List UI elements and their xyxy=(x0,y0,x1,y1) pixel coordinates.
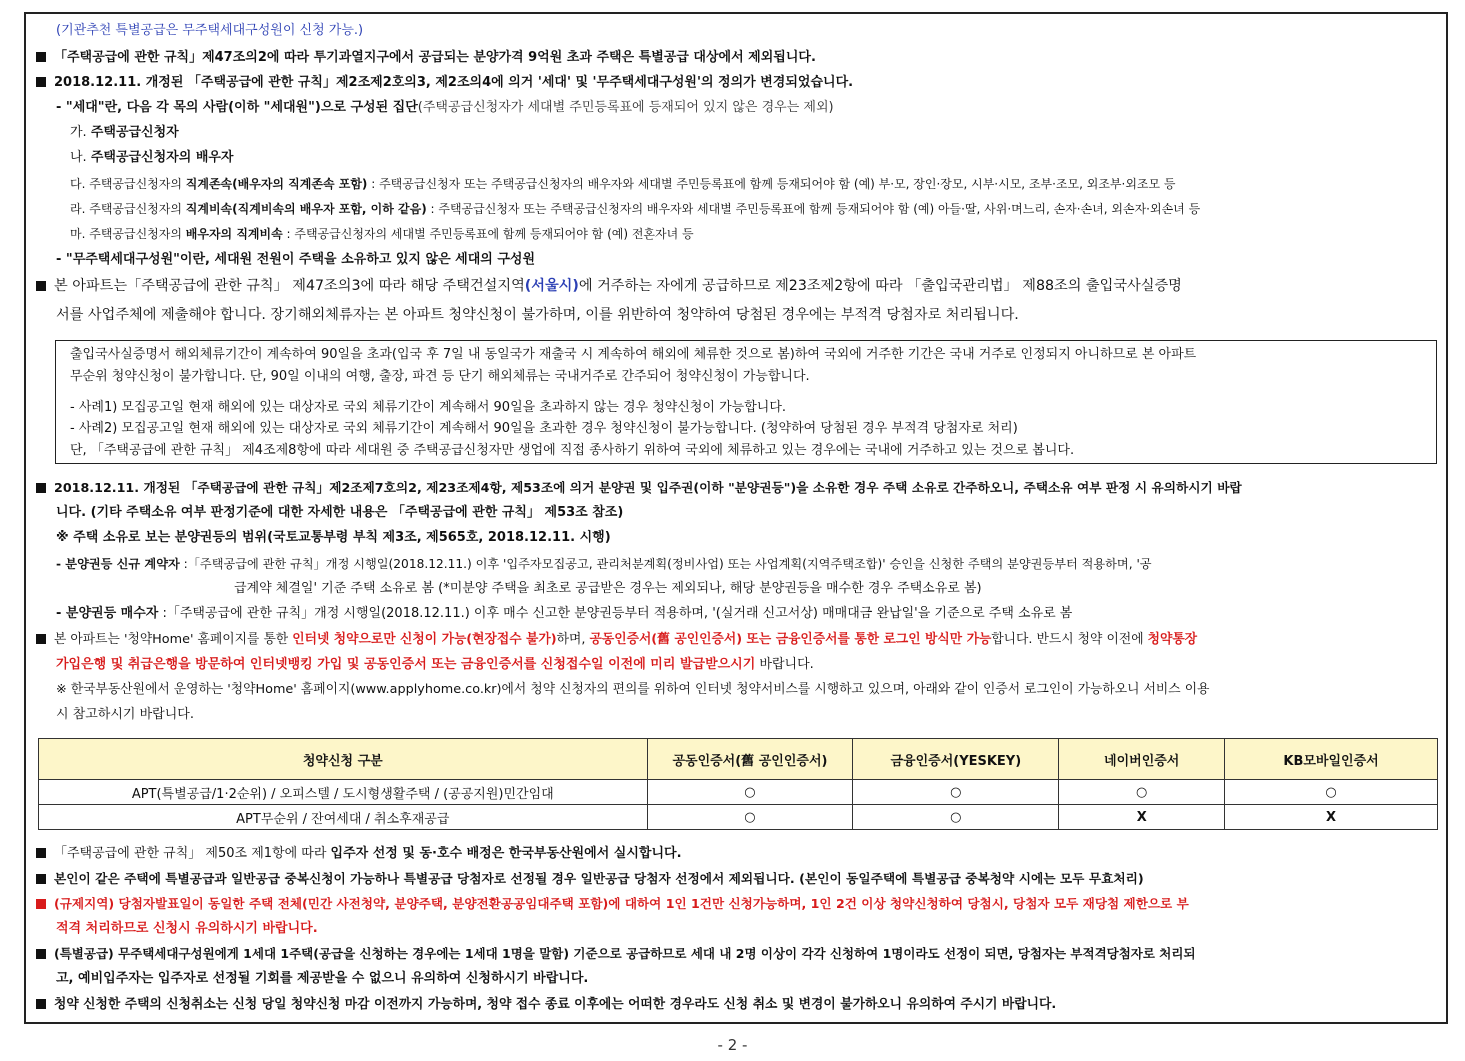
bullet-line: 「주택공급에 관한 규칙」 제50조 제1항에 따라 입주자 선정 및 동·호수 배정은 한국부동산원에서 실시합니다. xyxy=(36,845,682,863)
table-cell: ○ xyxy=(647,780,853,805)
box-line: 단, 「주택공급에 관한 규칙」 제4조제8항에 따라 세대원 중 주택공급신청자만 생업에 직접 종사하기 위하여 국외에 체류하고 있는 경우에는 국내에 거주하고 있는 것으로 봅니다. xyxy=(70,443,1075,458)
bullet-line: 「주택공급에 관한 규칙」제47조의2에 따라 투기과열지구에서 공급되는 분양가격 9억원 초과 주택은 특별공급 대상에서 제외됩니다. xyxy=(36,49,816,67)
list-item: 다. 주택공급신청자의 직계존속(배우자의 직계존속 포함) : 주택공급신청자 또는 주택공급신청자의 배우자와 세대별 주민등록표에 함께 등재되어야 함 (예) 부·모, 장인·장모, 시부·시모, 조부·조모, 외조부·외조모 등 xyxy=(70,177,1176,191)
list-item: 라. 주택공급신청자의 직계비속(직계비속의 배우자 포함, 이하 같음) : 주택공급신청자 또는 주택공급신청자의 배우자와 세대별 주민등록표에 함께 등재되어야 함 (예) 아들·딸, 사위·며느리, 손자·손녀, 외손자·외손녀 등 xyxy=(70,202,1201,216)
bullet-line: (규제지역) 당첨자발표일이 동일한 주택 전체(민간 사전청약, 분양주택, 분양전환공공임대주택 포함)에 대하여 1인 1건만 신청가능하며, 1인 2건 이상 청약신청하여 당첨시, 당첨자 모두 재당첨 제한으로 부 xyxy=(36,895,1189,913)
box-line: 무순위 청약신청이 불가합니다. 단, 90일 이내의 여행, 출장, 파견 등 단기 해외체류는 국내거주로 간주되어 청약신청이 가능합니다. xyxy=(70,369,810,384)
bullet-line: 청약 신청한 주택의 신청취소는 신청 당일 청약신청 마감 이전까지 가능하며, 청약 접수 종료 이후에는 어떠한 경우라도 신청 취소 및 변경이 불가하오니 유의하여 주시기 바랍니다. xyxy=(36,996,1056,1014)
table-header: 공동인증서(舊 공인인증서) xyxy=(647,739,853,780)
note-line: (기관추천 특별공급은 무주택세대구성원이 신청 가능.) xyxy=(56,23,364,38)
definition-line: - 분양권등 매수자 :「주택공급에 관한 규칙」개정 시행일(2018.12.11.) 이후 매수 신고한 분양권등부터 적용하며, '(실거래 신고서상) 매매대금 완납일'을 기준으로 주택 소유로 봄 xyxy=(56,606,1073,621)
certificate-table xyxy=(38,738,1438,830)
definition-line: - "무주택세대구성원"이란, 세대원 전원이 주택을 소유하고 있지 않은 세대의 구성원 xyxy=(56,252,536,267)
text-line: 급계약 체결일' 기준 주택 소유로 봄 (*미분양 주택을 최초로 공급받은 경우는 제외되나, 해당 분양권등을 매수한 경우 주택소유로 봄) xyxy=(234,581,982,596)
bullet-square xyxy=(36,874,46,884)
bullet-line: (특별공급) 무주택세대구성원에게 1세대 1주택(공급을 신청하는 경우에는 1세대 1명을 말함) 기준으로 공급하므로 세대 내 2명 이상이 각각 신청하여 1명이라도 선정이 되면, 당첨자는 부적격당첨자로 처리되 xyxy=(36,945,1196,963)
bullet-line: 2018.12.11. 개정된 「주택공급에 관한 규칙」제2조제2호의3, 제2조의4에 의거 '세대' 및 '무주택세대구성원'의 정의가 변경되었습니다. xyxy=(36,74,853,92)
table-header-row xyxy=(39,739,1438,780)
list-item: 마. 주택공급신청자의 배우자의 직계비속 : 주택공급신청자의 세대별 주민등록표에 함께 등재되어야 함 (예) 전혼자녀 등 xyxy=(70,227,694,241)
bullet-line: 본인이 같은 주택에 특별공급과 일반공급 중복신청이 가능하나 특별공급 당첨자로 선정될 경우 일반공급 당첨자 선정에서 제외됩니다. (본인이 동일주택에 특별공급 중복청약 시에는 모두 무효처리) xyxy=(36,870,1144,888)
bullet-square xyxy=(36,949,46,959)
table-header: 청약신청 구분 xyxy=(39,739,648,780)
table-row xyxy=(39,805,1438,830)
table-cell: ○ xyxy=(647,805,853,830)
page-number: - 2 - xyxy=(717,1036,748,1054)
table-header: 금융인증서(YESKEY) xyxy=(853,739,1059,780)
bullet-square xyxy=(36,52,46,62)
table-cell: ○ xyxy=(1059,780,1225,805)
text-line: 서를 사업주체에 제출해야 합니다. 장기해외체류자는 본 아파트 청약신청이 불가하며, 이를 위반하여 청약하여 당첨된 경우에는 부적격 당첨자로 처리됩니다. xyxy=(56,307,1019,323)
table-cell: X xyxy=(1225,805,1438,830)
table-cell: ○ xyxy=(853,780,1059,805)
box-line: 출입국사실증명서 해외체류기간이 계속하여 90일을 초과(입국 후 7일 내 동일국가 재출국 시 계속하여 해외에 체류한 것으로 봄)하여 국외에 거주한 기간은 국내 거주로 인정되지 아니하므로 본 아파트 xyxy=(70,347,1197,362)
list-item: 가. 주택공급신청자 xyxy=(70,125,179,140)
bullet-line: 2018.12.11. 개정된 「주택공급에 관한 규칙」제2조제7호의2, 제23조제4항, 제53조에 의거 분양권 및 입주권(이하 "분양권등")을 소유한 경우 주택 소유로 간주하오니, 주택소유 여부 판정 시 유의하시기 바랍 xyxy=(36,479,1242,497)
bullet-square xyxy=(36,848,46,858)
text-line: 고, 예비입주자는 입주자로 선정될 기회를 제공받을 수 없으니 유의하여 신청하시기 바랍니다. xyxy=(56,971,589,986)
bullet-square xyxy=(36,634,46,644)
text-line: 적격 처리하므로 신청시 유의하시기 바랍니다. xyxy=(56,921,318,936)
note-line: ※ 한국부동산원에서 운영하는 '청약Home' 홈페이지(www.applyhome.co.kr)에서 청약 신청자의 편의를 위하여 인터넷 청약서비스를 시행하고 있으며, 아래와 같이 인증서 로그인이 가능하오니 서비스 이용 xyxy=(56,682,1210,697)
note-line: ※ 주택 소유로 보는 분양권등의 범위(국토교통부령 부칙 제3조, 제565호, 2018.12.11. 시행) xyxy=(56,530,611,545)
bullet-square xyxy=(36,483,46,493)
text-line: 가입은행 및 취급은행을 방문하여 인터넷뱅킹 가입 및 공동인증서 또는 금융인증서를 신청접수일 이전에 미리 발급받으시기 바랍니다. xyxy=(56,657,814,672)
table-cell: ○ xyxy=(853,805,1059,830)
bullet-square xyxy=(36,999,46,1009)
list-item: 나. 주택공급신청자의 배우자 xyxy=(70,150,234,165)
box-line: - 사례2) 모집공고일 현재 해외에 있는 대상자로 국외 체류기간이 계속해서 90일을 초과한 경우 청약신청이 불가능합니다. (청약하여 당첨된 경우 부적격 당첨자로 처리) xyxy=(70,421,1018,436)
table-header: 네이버인증서 xyxy=(1059,739,1225,780)
bullet-square xyxy=(36,899,46,909)
definition-line: - 분양권등 신규 계약자 :「주택공급에 관한 규칙」개정 시행일(2018.12.11.) 이후 '입주자모집공고, 관리처분계획(정비사업) 또는 사업계획(지역주택조합)' 승인을 신청한 주택의 분양권등부터 적용하며, '공 xyxy=(56,557,1152,571)
definition-line: - "세대"란, 다음 각 목의 사람(이하 "세대원")으로 구성된 집단(주택공급신청자가 세대별 주민등록표에 등재되어 있지 않은 경우는 제외) xyxy=(56,100,834,115)
table-cell: X xyxy=(1059,805,1225,830)
text-line: 니다. (기타 주택소유 여부 판정기준에 대한 자세한 내용은 「주택공급에 관한 규칙」 제53조 참조) xyxy=(56,505,624,520)
table-header: KB모바일인증서 xyxy=(1225,739,1438,780)
box-line: - 사례1) 모집공고일 현재 해외에 있는 대상자로 국외 체류기간이 계속해서 90일을 초과하지 않는 경우 청약신청이 가능합니다. xyxy=(70,400,787,415)
bullet-line: 본 아파트는「주택공급에 관한 규칙」 제47조의3에 따라 해당 주택건설지역(서울시)에 거주하는 자에게 공급하므로 제23조제2항에 따라 「출입국관리법」 제88조의 출입국사실증명 xyxy=(36,277,1182,295)
table-cell: APT(특별공급/1·2순위) / 오피스텔 / 도시형생활주택 / (공공지원)민간임대 xyxy=(39,780,648,805)
note-line: 시 참고하시기 바랍니다. xyxy=(56,707,194,722)
bullet-line: 본 아파트는 '청약Home' 홈페이지를 통한 인터넷 청약으로만 신청이 가능(현장접수 불가)하며, 공동인증서(舊 공인인증서) 또는 금융인증서를 통한 로그인 방식만 가능합니다. 반드시 청약 이전에 청약통장 xyxy=(36,631,1197,649)
bullet-square xyxy=(36,281,46,291)
table-cell: ○ xyxy=(1225,780,1438,805)
bullet-square xyxy=(36,77,46,87)
table-cell: APT무순위 / 잔여세대 / 취소후재공급 xyxy=(39,805,648,830)
table-row xyxy=(39,780,1438,805)
